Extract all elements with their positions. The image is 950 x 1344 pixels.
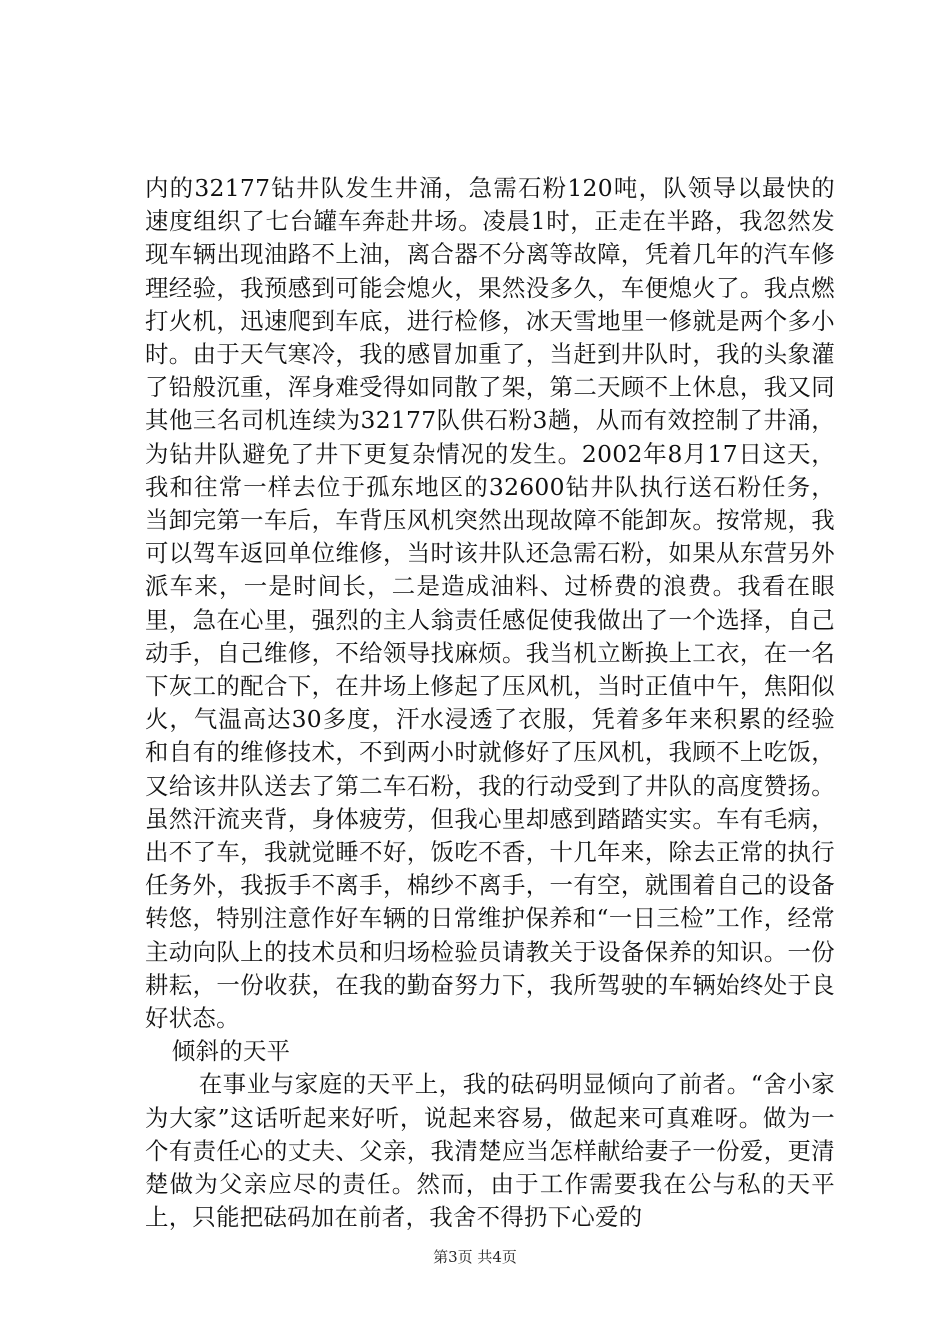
body-paragraph-closing: 在事业与家庭的天平上，我的砝码明显倾向了前者。“舍小家为大家”这话听起来好听，说起来容易，做起来可真难呀。做为一个有责任心的丈夫、父亲，我清楚应当怎样献给妻子一份爱，更清楚做为父亲应尽的责任。然而，由于工作需要我在公与私的天平上，只能把砝码加在前者，我舍不得扔下心爱的 (145, 1070, 835, 1232)
page-footer: 第3页 共4页 (433, 1248, 517, 1266)
section-heading: 倾斜的天平 (171, 1037, 291, 1066)
document-body (145, 172, 835, 1235)
body-paragraph: 内的32177钻井队发生井涌，急需石粉120吨，队领导以最快的速度组织了七台罐车奔赴井场。凌晨1时，正走在半路，我忽然发现车辆出现油路不上油，离合器不分离等故障，凭着几年的汽车修理经验，我预感到可能会熄火，果然没多久，车便熄火了。我点燃打火机，迅速爬到车底，进行检修，冰天雪地里一修就是两个多小时。由于天气寒冷，我的感冒加重了，当赶到井队时，我的头象灌了铅般沉重，浑身难受得如同散了架，第二天顾不上休息，我又同其他三名司机连续为32177队供石粉3趟，从而有效控制了井涌，为钻井队避免了井下更复杂情况的发生。2002年8月17日这天，我和往常一样去位于孤东地区的32600钻井队执行送石粉任务，当卸完第一车后，车背压风机突然出现故障不能卸灰。按常规，我可以驾车返回单位维修，当时该井队还急需石粉，如果从东营另外派车来，一是时间长，二是造成油料、过桥费的浪费。我看在眼里，急在心里，强烈的主人翁责任感促使我做出了一个选择，自己动手，自己维修，不给领导找麻烦。我当机立断换上工衣，在一名下灰工的配合下，在井场上修起了压风机，当时正值中午，焦阳似火，气温高达30多度，汗水浸透了衣服，凭着多年来积累的经验和自有的维修技术，不到两小时就修好了压风机，我顾不上吃饭，又给该井队送去了第二车石粉，我的行动受到了井队的高度赞扬。虽然汗流夹背，身体疲劳，但我心里却感到踏踏实实。车有毛病，出不了车，我就觉睡不好，饭吃不香，十几年来，除去正常的执行任务外，我扳手不离手，棉纱不离手，一有空，就围着自己的设备转悠，特别注意作好车辆的日常维护保养和“一日三检”工作，经常主动向队上的技术员和归场检验员请教关于设备保养的知识。一份耕耘，一份收获，在我的勤奋努力下，我所驾驶的车辆始终处于良好状态。 (145, 174, 835, 1033)
